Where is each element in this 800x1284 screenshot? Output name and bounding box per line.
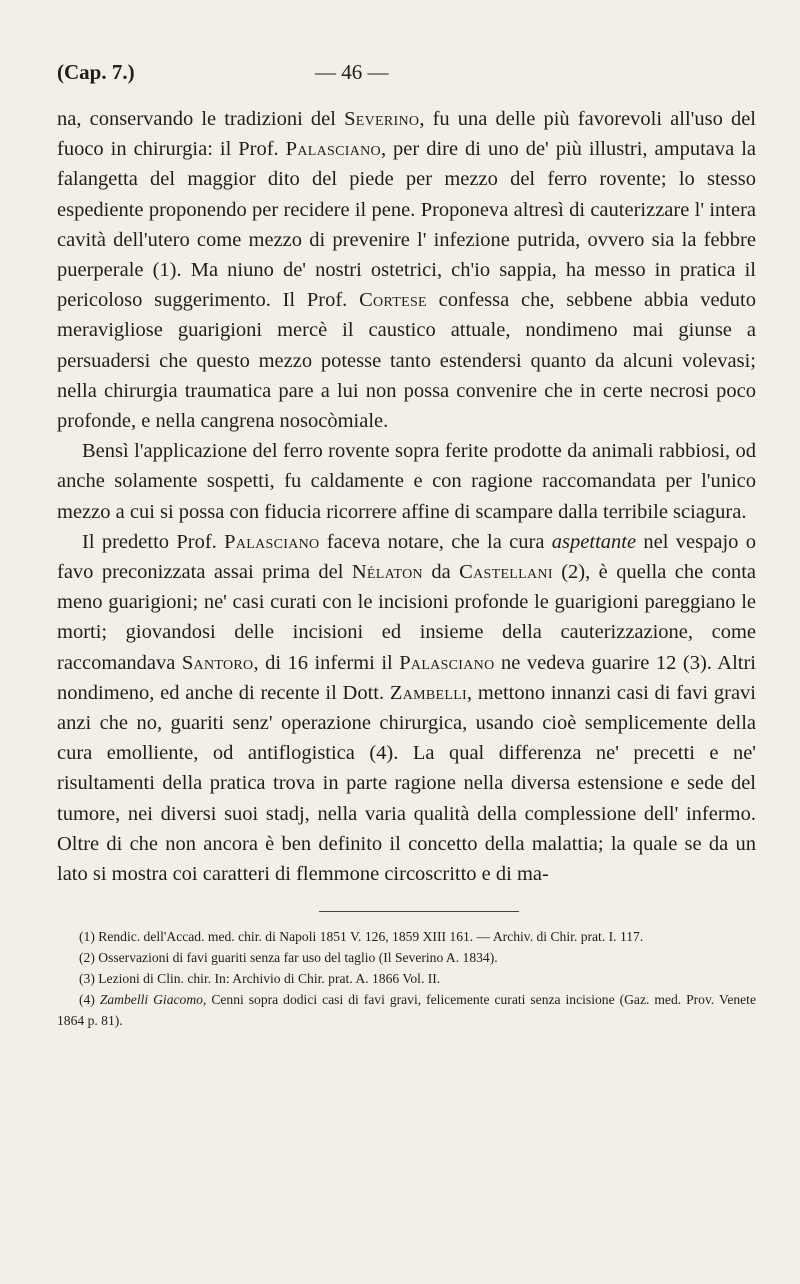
text-run: , mettono innanzi casi di favi gravi anzi che no, guariti senz' operazione chirurgica, usando cioè semplicemente della cura emolliente, od antiflogistica (4). La qual differenza ne' precetti e ne' risultamenti della pratica trova in parte ragione nella diversa estensione e sede del tumore, nei diversi suoi stadj, nella varia qualità della complessione dell' infermo. Oltre di che non ancora è ben definito il concetto della malattia; la quale se da un lato si mostra coi caratteri di flemmone circoscritto e di ma- bbox=[57, 681, 756, 886]
text-run: , fu una delle più favorevoli all'uso del fuoco in chirurgia: il Prof. bbox=[57, 108, 756, 161]
page-number: — 46 — bbox=[315, 60, 389, 84]
text-run: faceva notare, che la cura bbox=[319, 530, 552, 553]
name-zambelli: Zambelli bbox=[389, 681, 468, 704]
name-cortese: Cortese bbox=[359, 289, 427, 312]
italic-aspettante: aspettante bbox=[551, 530, 637, 553]
paragraph-3 bbox=[57, 527, 756, 889]
text-run: nel vespajo o favo preconizzata assai prima del bbox=[57, 530, 756, 584]
footnote-4-number: (4) bbox=[79, 992, 100, 1008]
footnote-3: (3) Lezioni di Clin. chir. In: Archivio di Chir. prat. A. 1866 Vol. II. bbox=[79, 971, 441, 987]
paragraph-1 bbox=[57, 104, 756, 436]
paragraph-2: Bensì l'applicazione del ferro rovente sopra ferite prodotte da animali rabbiosi, od anche solamente sospetti, fu caldamente e con ragione raccomandata per l'unico mezzo a cui si possa con fiducia ricorrere affine di scampare dalla terribile sciagura. bbox=[57, 440, 756, 523]
footnote-4-author: Zambelli Giacomo bbox=[99, 992, 203, 1008]
text-run: confessa che, sebbene abbia veduto meravigliose guarigioni mercè il caustico attuale, nondimeno mai giunse a persuadersi che questo mezzo potesse tanto estendersi quanto da alcuni volevasi; nella chirurgia traumatica pare a lui non possa convenire che in certe necrosi poco profonde, e nella cangrena nosocòmiale. bbox=[57, 289, 756, 433]
name-castellani: Castellani bbox=[459, 561, 553, 584]
footnote-4-text: , Cenni sopra dodici casi di favi gravi, felicemente curati senza incisione (Gaz. med. Prov. Venete 1864 p. 81). bbox=[57, 992, 756, 1029]
footnotes bbox=[57, 926, 756, 1031]
name-santoro: Santoro bbox=[181, 651, 254, 674]
text-run: na, conservando le tradizioni del bbox=[57, 108, 345, 130]
footnote-1: (1) Rendic. dell'Accad. med. chir. di Napoli 1851 V. 126, 1859 XIII 161. — Archiv. di Chir. prat. I. 117. bbox=[79, 929, 644, 945]
text-run: da bbox=[422, 561, 460, 584]
text-run: , di 16 infermi il bbox=[253, 651, 400, 674]
name-nelaton: Nélaton bbox=[351, 561, 423, 584]
body-text bbox=[57, 104, 756, 889]
name-palasciano: Palasciano bbox=[224, 530, 320, 553]
text-run: Il predetto Prof. bbox=[82, 530, 225, 553]
name-palasciano: Palasciano bbox=[399, 651, 495, 674]
name-severino: Severino bbox=[344, 108, 420, 130]
footnote-divider bbox=[319, 911, 519, 912]
text-run: , per dire di uno de' più illustri, amputava la falangetta del maggior dito del piede per mezzo del ferro rovente; lo stesso espediente proponendo per recidere il pene. Proponeva altresì di cauterizzare l' intera cavità dell'utero come mezzo di prevenire l' infezione putrida, ovvero sia la febbre puerperale (1). Ma niuno de' nostri ostetrici, ch'io sappia, ha messo in pratica il pericoloso suggerimento. Il Prof. bbox=[57, 138, 756, 312]
text-run: (2), è quella che conta meno guarigioni; ne' casi curati con le incisioni profonde le guarigioni pareggiano le morti; giovandosi delle incisioni ed insieme della cauterizzazione, come raccomandava bbox=[57, 561, 756, 674]
chapter-label: (Cap. 7.) bbox=[57, 60, 135, 84]
text-run: ne vedeva guarire 12 (3). Altri nondimeno, ed anche di recente il Dott. bbox=[57, 651, 756, 704]
footnote-2: (2) Osservazioni di favi guariti senza far uso del taglio (Il Severino A. 1834). bbox=[79, 950, 498, 966]
running-head bbox=[57, 60, 756, 96]
footnote-4 bbox=[57, 989, 756, 1031]
name-palasciano: Palasciano bbox=[285, 138, 381, 161]
